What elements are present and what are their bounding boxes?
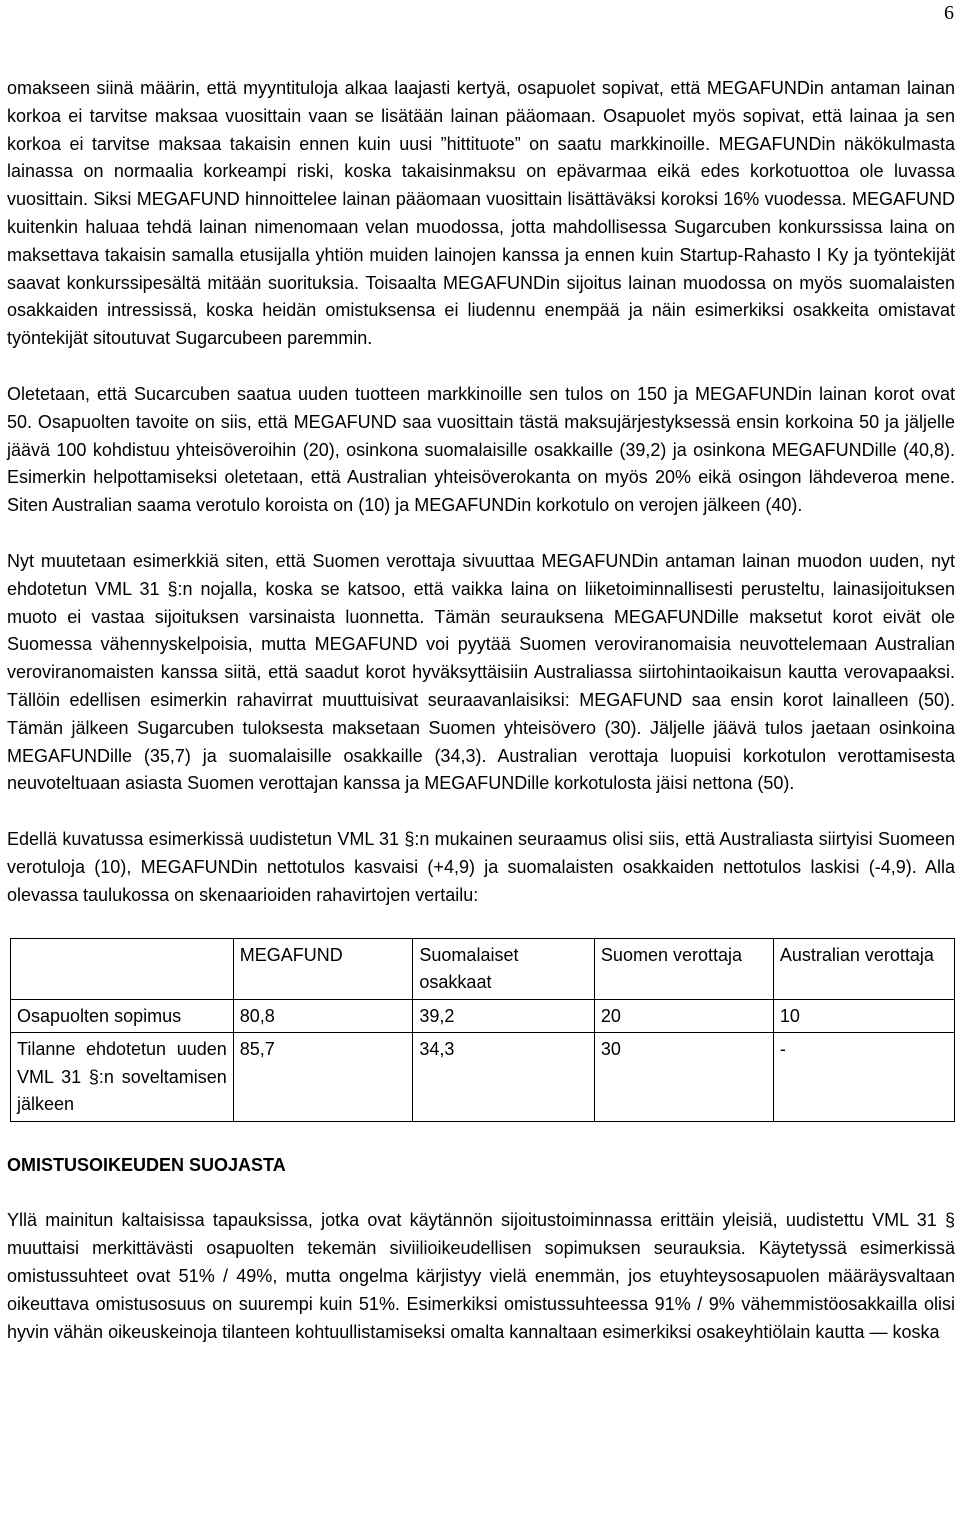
paragraph-example-assumption: Oletetaan, että Sucarcuben saatua uuden tuotteen markkinoille sen tulos on 150 ja MEGAFUNDin lainan korot ovat 50. Osapuolten tavoite on siis, että MEGAFUND saa vuosittain tästä maksujärjestyksessä ensin korkoina 50 ja jäljelle jäävä 100 kohdistuu yhteisöveroihin (20), osinkona suomalaisille osakkaille (39,2) ja osinkona MEGAFUNDille (40,8). Esimerkin helpottamiseksi oletetaan, että Australian yhteisöverokanta on myös 20% eikä osingon lähdeveroa mene. Siten Australian saama verotulo koroista on (10) ja MEGAFUNDin korkotulo on verojen jälkeen (40). bbox=[7, 383, 955, 516]
page-number: 6 bbox=[944, 2, 954, 24]
table-row bbox=[11, 1033, 955, 1122]
table-header-cell: Australian verottaja bbox=[773, 938, 954, 999]
paragraph-modified-example: Nyt muutetaan esimerkkiä siten, että Suomen verottaja sivuuttaa MEGAFUNDin antaman lainan muodon uuden, nyt ehdotetun VML 31 §:n nojalla, koska se katsoo, että vaikka laina on liiketoiminnallisesti perusteltu, lainasijoituksen muoto ei vastaa sijoituksen varsinaista luonnetta. Tämän seurauksena MEGAFUNDille maksetut korot eivät ole Suomessa vähennyskelpoisia, mutta MEGAFUND voi pyytää Suomen veroviranomaisia neuvottelemaan Australian veroviranomaisten kanssa siitä, että saadut korot hyväksyttäisiin Australiassa siirtohintaoikaisun kautta verovapaaksi. Tällöin edellisen esimerkin rahavirrat muuttuisivat seuraavanlaisiksi: MEGAFUND saa ensin korot lainalleen (50). Tämän jälkeen Sugarcuben tuloksesta maksetaan Suomen yhteisövero (30). Jäljelle jäävä tulos jaetaan osinkoina MEGAFUNDille (35,7) ja suomalaisille osakkaille (34,3). Australian verottaja luopuisi korkotulon verottamisesta neuvoteltuaan asiasta Suomen verottajan kanssa ja MEGAFUNDille korkotulosta jäisi nettona (50). bbox=[7, 550, 955, 794]
table-cell: 34,3 bbox=[413, 1033, 595, 1122]
paragraph-loan-terms: omakseen siinä määrin, että myyntituloja alkaa laajasti kertyä, osapuolet sopivat, että MEGAFUNDin antaman lainan korkoa ei tarvitse maksaa vuosittain vaan se lisätään lainan pääomaan. Osapuolet myös sopivat, että lainaa ja sen korkoa ei tarvitse maksaa takaisin ennen kuin uusi ”hittituote” on saatu markkinoille. MEGAFUNDin näkökulmasta lainassa on normaalia korkeampi riski, koska takaisinmaksu on epävarmaa eikä edes korkotuottoa ole luvassa vuosittain. Siksi MEGAFUND hinnoittelee lainan pääomaan vuosittain lisättäväksi koroksi 16% vuodessa. MEGAFUND kuitenkin haluaa tehdä lainan nimenomaan velan muodossa, jotta mahdollisessa Sugarcuben konkurssissa laina on maksettava takaisin samalla etusijalla yhtiön muiden lainojen kanssa ja ennen kuin Startup-Rahasto I Ky ja työntekijät saavat konkurssipesältä mitään suorituksia. Toisaalta MEGAFUNDin sijoitus lainan muodossa on myös suomalaisten osakkaiden intressissä, koska heidän omistuksensa ei liudennu enempää ja näin esimerkiksi osakkeita omistavat työntekijät sitoutuvat Sugarcubeen paremmin. bbox=[7, 78, 955, 349]
table-cell: 85,7 bbox=[233, 1033, 413, 1122]
cashflow-comparison-table bbox=[10, 938, 955, 1122]
table-cell: 30 bbox=[594, 1033, 773, 1122]
table-header-cell bbox=[11, 938, 234, 999]
table-row-label: Tilanne ehdotetun uuden VML 31 §:n soveltamisen jälkeen bbox=[11, 1033, 234, 1122]
table-header-cell: MEGAFUND bbox=[233, 938, 413, 999]
paragraph-ownership-protection: Yllä mainitun kaltaisissa tapauksissa, jotka ovat käytännön sijoitustoiminnassa erittäin yleisiä, uudistettu VML 31 § muuttaisi merkittävästi osapuolten tekemän siviilioikeudellisen sopimuksen seurauksia. Käytetyssä esimerkissä omistussuhteet ovat 51% / 49%, mutta ongelma kärjistyy vielä enemmän, jos etuyhteysosapuolen määräysvaltaan oikeuttava omistusosuus on suurempi kuin 51%. Esimerkiksi omistussuhteessa 91% / 9% vähemmistöosakkailla olisi hyvin vähän oikeuskeinoja tilanteen kohtuullistamiseksi omalta kannaltaan esimerkiksi osakeyhtiölain kautta — koska bbox=[7, 1210, 955, 1342]
paragraph-consequence: Edellä kuvatussa esimerkissä uudistetun VML 31 §:n mukainen seuraamus olisi siis, että Australiasta siirtyisi Suomeen verotuloja (10), MEGAFUNDin nettotulos kasvaisi (+4,9) ja suomalaisten osakkaiden nettotulos laskisi (-4,9). Alla olevassa taulukossa on skenaarioiden rahavirtojen vertailu: bbox=[7, 829, 955, 905]
table-header-cell: Suomen verottaja bbox=[594, 938, 773, 999]
table-header-row bbox=[11, 938, 955, 999]
section-heading: OMISTUSOIKEUDEN SUOJASTA bbox=[7, 1154, 286, 1175]
table-header-cell: Suomalaiset osakkaat bbox=[413, 938, 595, 999]
table-cell: - bbox=[773, 1033, 954, 1122]
table-cell: 10 bbox=[773, 999, 954, 1033]
table-row bbox=[11, 999, 955, 1033]
table-row-label: Osapuolten sopimus bbox=[11, 999, 234, 1033]
table-cell: 39,2 bbox=[413, 999, 595, 1033]
document-body bbox=[7, 75, 955, 1346]
table-cell: 20 bbox=[594, 999, 773, 1033]
table-cell: 80,8 bbox=[233, 999, 413, 1033]
